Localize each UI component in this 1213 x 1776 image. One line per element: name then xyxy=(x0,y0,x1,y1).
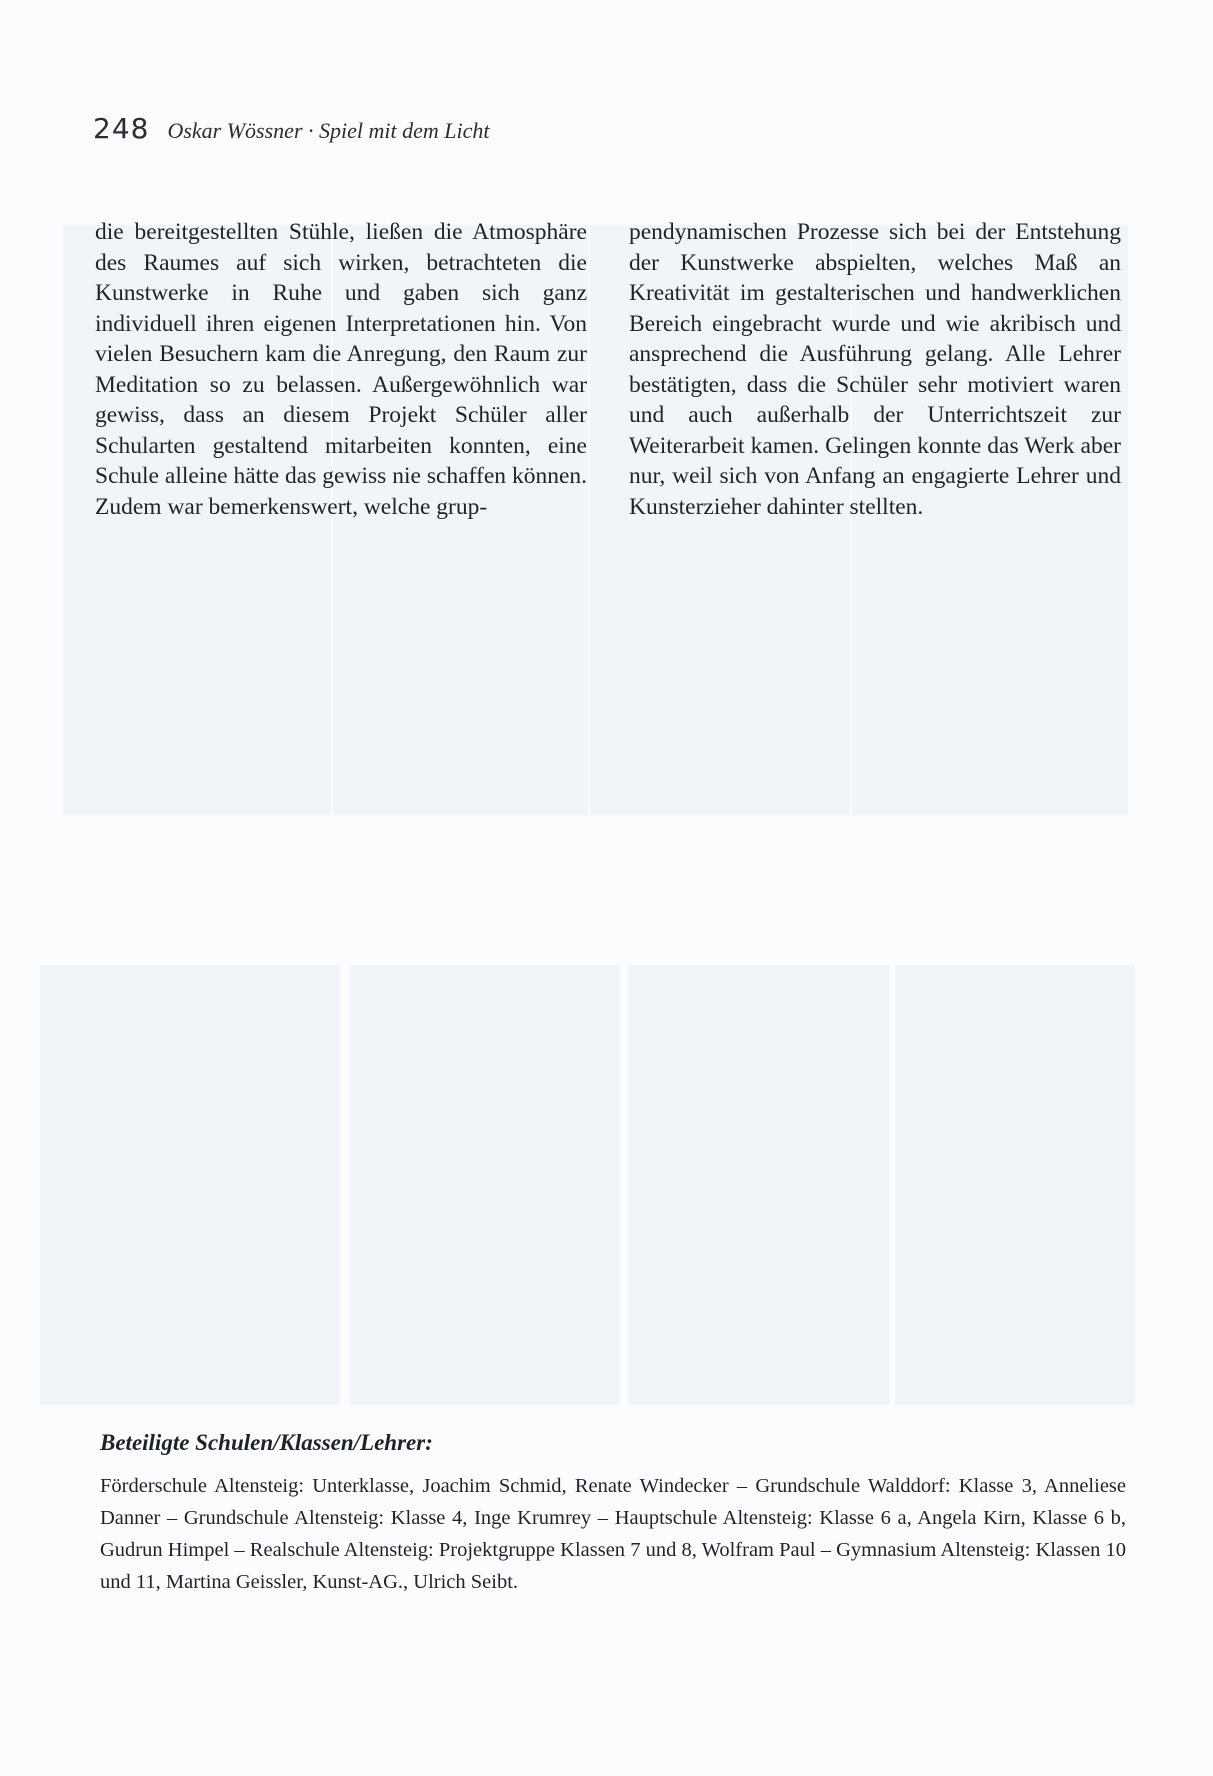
left-column-text: die bereitgestellten Stühle, ließen die Atmosphäre des Raumes auf sich wirken, betrachteten die Kunstwerke in Ruhe und gaben sich ganz individuell ihren eigenen Interpretationen hin. Von vielen Besuchern kam die Anregung, den Raum zur Meditation so zu belassen. Außergewöhnlich war gewiss, dass an diesem Projekt Schüler aller Schularten gestaltend mitarbeiten konnten, eine Schule alleine hätte das gewiss nie schaffen können. Zudem war bemerkenswert, welche grup- xyxy=(95,219,587,520)
participants-list: Förderschule Altensteig: Unterklasse, Joachim Schmid, Renate Windecker – Grundschule Walddorf: Klasse 3, Anneliese Danner – Grundschule Altensteig: Klasse 4, Inge Krumrey – Hauptschule Altensteig: Klasse 6 a, Angela Kirn, Klasse 6 b, Gudrun Himpel – Realschule Altensteig: Projektgruppe Klassen 7 und 8, Wolfram Paul – Gymnasium Altensteig: Klassen 10 und 11, Martina Geissler, Kunst-AG., Ulrich Seibt. xyxy=(100,1475,1126,1593)
show-through-image xyxy=(628,965,890,1405)
show-through-image xyxy=(40,965,340,1405)
left-column xyxy=(95,217,587,522)
right-column xyxy=(629,217,1121,522)
page-header xyxy=(93,112,489,145)
page-number: 248 xyxy=(93,112,150,145)
running-head: Oskar Wössner · Spiel mit dem Licht xyxy=(167,118,490,143)
participants-section xyxy=(100,1430,1126,1598)
participants-heading: Beteiligte Schulen/Klassen/Lehrer: xyxy=(100,1430,433,1455)
body-columns xyxy=(95,217,1121,522)
right-column-text: pendynamischen Prozesse sich bei der Entstehung der Kunstwerke abspielten, welches Maß an Kreativität im gestalterischen und handwerklichen Bereich eingebracht wurde und wie akribisch und ansprechend die Ausführung gelang. Alle Lehrer bestätigten, dass die Schüler sehr motiviert waren und auch außerhalb der Unterrichtszeit zur Weiterarbeit kamen. Gelingen konnte das Werk aber nur, weil sich von Anfang an engagierte Lehrer und Kunsterzieher dahinter stellten. xyxy=(629,219,1121,520)
show-through-image xyxy=(350,965,620,1405)
show-through-image xyxy=(895,965,1135,1405)
